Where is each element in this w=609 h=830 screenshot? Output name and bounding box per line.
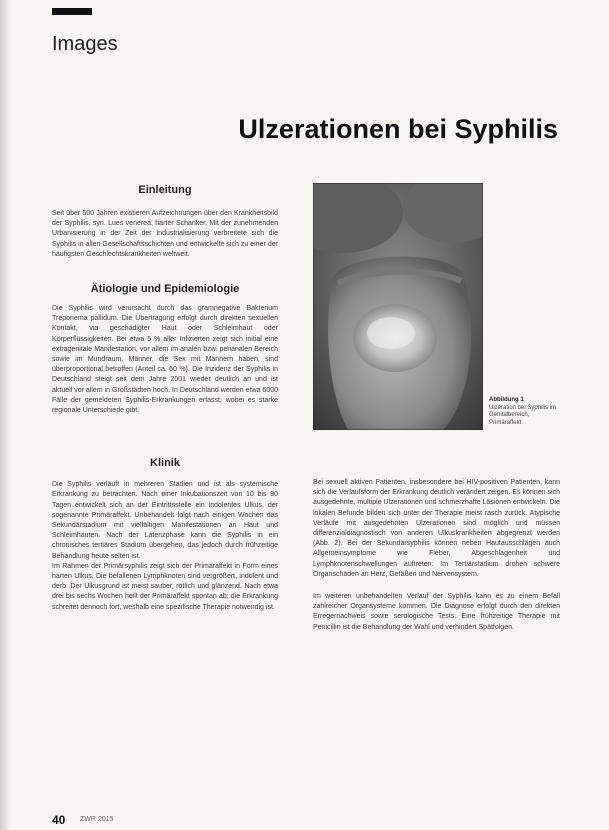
caption-title: Abbildung 1 <box>489 397 524 403</box>
etiology-paragraph: Die Syphilis wird verursacht durch das gramnegative Bakterium Treponema pallidum. Die Übertragung erfolgt durch direkten sexuellen Kontakt, via geschädigter Haut oder Schleimhaut oder Körperflüssigkeiten. Bei etwa 5 % aller Infizierten zeigt sich initial eine extragenitale Manifestation, vor allem im analen bzw. perianalen Bereich sowie im Mundraum. Männer, die Sex mit Männern haben, sind überproportional betroffen (Anteil ca. 60 %). Die Inzidenz der Syphilis in Deutschland steigt seit dem Jahre 2001 wieder deutlich an und ist aktuell vor allem in Großstädten hoch. In Deutschland werden etwa 6000 Fälle der gemeldeten Syphilis-Erkrankungen erfasst, wobei es starke regionale Unterschiede gibt. <box>52 305 278 415</box>
clinic-paragraph-2: Im Rahmen der Primärsyphilis zeigt sich der Primäraffekt in Form eines harten Ulkus. Die befallenen Lymphknoten sind vergrößert, indolent und derb. Der Ulkusgrund ist meist sauber, rötlich und glänzend. Nach etwa drei bis sechs Wochen heilt der Primäraffekt spontan ab; die Erkrankung schreitet dennoch fort, weshalb eine spezifische Therapie notwendig ist. <box>52 562 278 611</box>
clinic-heading: Klinik <box>150 457 180 470</box>
intro-heading: Einleitung <box>138 184 192 196</box>
section-marker-bar <box>52 8 92 15</box>
right-paragraph-1: Bei sexuell aktiven Patienten, insbesondere bei HIV-positiven Patienten, kann sich die Verlaufsform der Erkrankung deutlich verändert zeigen. Es können sich ausgedehnte, multiple Ulzerationen und schmerzhafte Läsionen entwickeln. Die lokalen Befunde bilden sich unter der Therapie meist rasch zurück. Atypische Verläufe mit ausgedehnten Ulzerationen sind möglich und müssen differenzialdiagnostisch von anderen Ulkuskrankheiten abgegrenzt werden (Abb. 2). Bei der Sekundärsyphilis können neben Hautausschlägen auch Allgemeinsymptome wie Fieber, Abgeschlagenheit und Lymphknotenschwellungen auftreten. Im Tertiärstadium drohen schwere Organschäden an Herz, Gefäßen und Nervensystem. <box>313 479 560 578</box>
page-shadow-edge <box>0 0 12 830</box>
intro-paragraph: Seit über 500 Jahren existieren Aufzeichnungen über den Krankheitsbild der Syphilis, syn. Lues venerea, harter Schanker. Mit der zunehmenden Urbanisierung in der Zeit der Industrialisierung verbreitete sich die Syphilis in allen Gesellschaftsschichten und entwickelte sich zu einer der häufigsten Geschlechtskrankheiten weltweit. <box>52 210 278 258</box>
clinic-paragraph-1: Die Syphilis verläuft in mehreren Stadien und ist als systemische Erkrankung zu betrachten. Nach einer Inkubationszeit von 10 bis 90 Tagen entwickelt sich an der Eintrittsstelle ein indolentes Ulkus, der sogenannte Primäraffekt. Unbehandelt folgt nach einigen Wochen das Sekundärstadium mit vielfältigen Manifestationen an Haut und Schleimhäuten. Nach der Latenzphase kann die Syphilis in ein chronisches tertiäres Stadium übergehen, das jedoch durch frühzeitige Behandlung heute selten ist. <box>52 481 278 560</box>
figure-caption <box>489 397 561 427</box>
etiology-heading: Ätiologie und Epidemiologie <box>90 283 240 296</box>
caption-text: Ulzeration bei Syphilis im Genitalbereich, Primäraffekt <box>489 404 557 426</box>
left-column <box>52 183 278 613</box>
right-paragraph-2: Im weiteren unbehandelten Verlauf der Syphilis kann es zu einem Befall zahlreicher Organsysteme kommen. Die Diagnose erfolgt durch den direkten Erregernachweis sowie serologische Tests. Eine frühzeitige Therapie mit Penicillin ist die Behandlung der Wahl und verhindert Spätfolgen. <box>313 593 560 631</box>
section-label: Images <box>52 33 118 55</box>
journal-name: ZWR 2015 <box>80 816 114 823</box>
clinical-photo <box>313 183 483 430</box>
right-column <box>313 478 560 633</box>
article-title: Ulzerationen bei Syphilis <box>238 114 558 144</box>
page-number: 40 <box>52 813 66 827</box>
